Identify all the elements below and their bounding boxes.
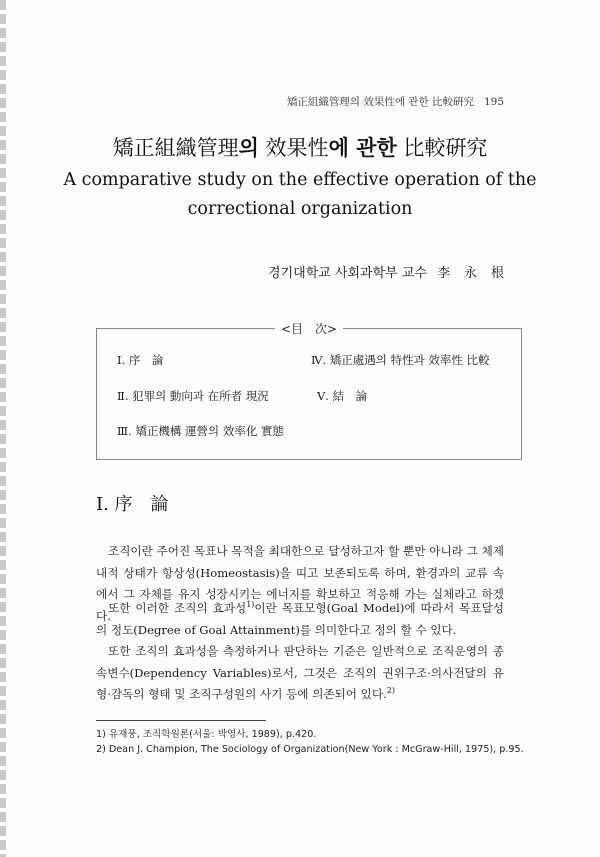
toc-item-conclusion: Ⅴ. 結 論 xyxy=(317,389,368,403)
author-affiliation: 경기대학교 사회과학부 교수 xyxy=(268,266,427,281)
paragraph-text: 이란 목표모형(Goal Model)에 따라서 목표달성의 정도(Degree of Goal Attainment)를 의미한다고 정의 할 수 있다. xyxy=(96,601,504,637)
paragraph-text: 또한 조직의 효과성을 측정하거나 판단하는 기준은 일반적으로 조직운영의 종속변수(Dependency Variables)로서, 그것은 조직의 권위구조·의사전달의 유형·감독의 형태 및 조직구성원의 사기 등에 의존되어 있다. xyxy=(96,644,504,702)
paragraph-text: 또한 이러한 조직의 효과성 xyxy=(108,601,247,615)
footnote-divider xyxy=(96,720,266,721)
body-paragraph: 조직이란 주어진 목표나 목적을 최대한으로 달성하고자 할 뿐만 아니라 그 체제 내적 상태가 항상성(Homeostasis)을 띠고 보존되도록 하며, 환경과의 교류 속에서 그 자체를 유지 성장시키는 에너지를 확보하고 적응해 가는 실체라고 하겠다. xyxy=(96,544,504,624)
korean-title-bold2: 에 관한 xyxy=(328,136,397,160)
korean-title-bold1: 의 xyxy=(238,136,259,160)
footnote-2: 2) Dean J. Champion, The Sociology of Organization(New York : McGraw-Hill, 1975), p.95. xyxy=(96,744,524,755)
toc-item-introduction: Ⅰ. 序 論 xyxy=(117,353,164,367)
korean-title-part1: 矯正組織管理 xyxy=(112,136,239,160)
footnote-reference: 2) xyxy=(386,686,395,696)
running-header-title: 矯正組織管理의 效果性에 관한 比較硏究 xyxy=(286,96,474,108)
author-line xyxy=(268,262,518,281)
toc-item-efficiency: Ⅲ. 矯正機構 運營의 效率化 實態 xyxy=(117,424,284,438)
table-of-contents xyxy=(96,322,522,460)
korean-title-part3: 比較硏究 xyxy=(396,136,488,160)
page-number: 195 xyxy=(483,96,504,108)
body-paragraph xyxy=(96,641,504,706)
author-name: 李永根 xyxy=(436,266,518,281)
binding-edge xyxy=(0,0,6,857)
korean-title xyxy=(0,132,600,162)
section-heading: Ⅰ. 序 論 xyxy=(96,494,169,515)
footnote-1: 1) 유재풍, 조직학원론(서울: 박영사, 1989), p.420. xyxy=(96,729,317,740)
toc-item-treatment: Ⅳ. 矯正處遇의 特性과 效率性 比較 xyxy=(311,353,490,367)
running-header xyxy=(287,94,504,109)
footnote-reference: 1) xyxy=(246,600,255,610)
body-paragraph xyxy=(96,598,504,641)
toc-heading: <目 次> xyxy=(275,320,343,337)
english-title: A comparative study on the effective operation of the correctional organization xyxy=(63,170,537,219)
toc-item-crime-trends: Ⅱ. 犯罪의 動向과 在所者 現況 xyxy=(117,389,269,403)
korean-title-part2: 效果性 xyxy=(258,136,329,160)
